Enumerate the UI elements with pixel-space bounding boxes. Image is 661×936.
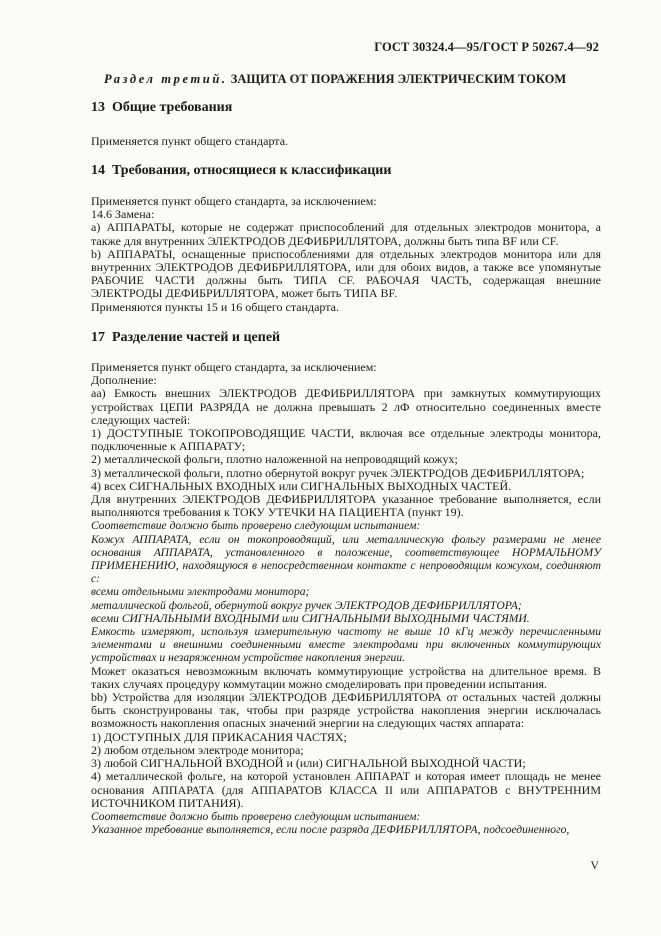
clause-title: Разделение частей и цепей [112, 330, 281, 345]
list-item: 4) металлической фольге, на которой установлен АППАРАТ и которая имеет площадь не менее основания АППАРАТА (для АППАРАТОВ КЛАССА II или АППАРАТОВ с ВНУТРЕННИМ ИСТОЧНИКОМ ПИТАНИЯ). [91, 769, 601, 810]
paragraph: a) АППАРАТЫ, которые не содержат приспособлений для отдельных электродов монитора, а также для внутренних ЭЛЕКТРОДОВ ДЕФИБРИЛЛЯТОРА, должны быть типа BF или CF. [91, 220, 601, 248]
clause-title: Требования, относящиеся к классификации [112, 163, 392, 178]
clause-17-heading [91, 330, 280, 346]
clause-14-body [91, 195, 601, 314]
paragraph: Для внутренних ЭЛЕКТРОДОВ ДЕФИБРИЛЛЯТОРА указанное требование выполняется, если выполняются требования к ТОКУ УТЕЧКИ НА ПАЦИЕНТА (пункт 19). [91, 492, 601, 520]
paragraph: Применяются пункты 15 и 16 общего стандарта. [91, 299, 339, 314]
test-instruction: Емкость измеряют, используя измерительную частоту не выше 10 кГц между перечисленными элементами и внешними соединенными вместе электродами при включенных коммутирующих устройствах и незаряженном устройстве накопления энергии. [91, 625, 601, 665]
paragraph: b) АППАРАТЫ, оснащенные приспособлениями для отдельных электродов монитора или для внутренних ЭЛЕКТРОДОВ ДЕФИБРИЛЛЯТОРА, или для обоих видов, а также все упомянутые РАБОЧИЕ ЧАСТИ должны быть ТИПА CF. РАБОЧАЯ ЧАСТЬ, содержащая внешние ЭЛЕКТРОДЫ ДЕФИБРИЛЛЯТОРА, может быть ТИПА BF. [91, 246, 601, 301]
document-header-code: ГОСТ 30324.4—95/ГОСТ Р 50267.4—92 [374, 40, 599, 54]
paragraph: Применяется пункт общего стандарта, за исключением: [91, 194, 377, 208]
list-item: 1) ДОСТУПНЫХ ДЛЯ ПРИКАСАНИЯ ЧАСТЯХ; [91, 729, 347, 744]
test-instruction: Указанное требование выполняется, если после разряда ДЕФИБРИЛЛЯТОРА, подсоединенного, [91, 823, 570, 837]
list-item: 3) металлической фольги, плотно обернутой вокруг ручек ЭЛЕКТРОДОВ ДЕФИБРИЛЛЯТОРА; [91, 465, 585, 480]
paragraph: bb) Устройства для изоляции ЭЛЕКТРОДОВ ДЕФИБРИЛЛЯТОРА от остальных частей должны быть сконструированы так, чтобы при разряде устройства накопления энергии исключалась возможность накопления опасных значений энергии на следующих частях аппарата: [91, 690, 601, 731]
test-instruction: Соответствие должно быть проверено следующим испытанием: [91, 809, 421, 823]
clause-14-heading [91, 163, 391, 179]
test-instruction: всеми СИГНАЛЬНЫМИ ВХОДНЫМИ или СИГНАЛЬНЫМИ ВЫХОДНЫМИ ЧАСТЯМИ. [91, 611, 530, 625]
clause-13-body [91, 135, 601, 148]
clause-number: 17 [91, 330, 105, 345]
paragraph: Дополнение: [91, 373, 157, 388]
list-item: 2) металлической фольги, плотно наложенной на непроводящий кожух; [91, 452, 458, 467]
clause-number: 14 [91, 163, 105, 178]
list-item: 2) любом отдельном электроде монитора; [91, 742, 304, 757]
clause-17-body [91, 361, 601, 836]
clause-number: 13 [91, 100, 105, 115]
paragraph: Может оказаться невозможным включать коммутирующие устройства на длительное время. В таких случаях процедуру коммутации можно смоделировать при проведении испытания. [91, 663, 601, 691]
paragraph: аа) Емкость внешних ЭЛЕКТРОДОВ ДЕФИБРИЛЛЯТОРА при замкнутых коммутирующих устройствах ЦЕПИ РАЗРЯДА не должна превышать 2 лФ относительно соединенных вместе следующих частей: [91, 386, 601, 427]
clause-title: Общие требования [112, 100, 233, 115]
clause-13-heading [91, 100, 232, 116]
list-item: 3) любой СИГНАЛЬНОЙ ВХОДНОЙ и (или) СИГНАЛЬНОЙ ВЫХОДНОЙ ЧАСТИ; [91, 756, 526, 771]
test-instruction: всеми отдельными электродами монитора; [91, 585, 310, 599]
section-title: ЗАЩИТА ОТ ПОРАЖЕНИЯ ЭЛЕКТРИЧЕСКИМ ТОКОМ [230, 72, 567, 86]
test-instruction: Кожух АППАРАТА, если он токопроводящий, или металлическую фольгу размерами не менее основания АППАРАТА, установленного в положение, соответствующее НОРМАЛЬНОМУ ПРИМЕНЕНИЮ, находящуюся в непосредственном контакте с непроводящим кожухом, соединяют с: [91, 532, 601, 586]
test-instruction: металлической фольгой, обернутой вокруг ручек ЭЛЕКТРОДОВ ДЕФИБРИЛЛЯТОРА; [91, 598, 522, 612]
paragraph: Применяется пункт общего стандарта, за исключением: [91, 360, 377, 374]
list-item: 4) всех СИГНАЛЬНЫХ ВХОДНЫХ или СИГНАЛЬНЫХ ВЫХОДНЫХ ЧАСТЕЙ. [91, 478, 512, 493]
test-instruction: Соответствие должно быть проверено следующим испытанием: [91, 519, 421, 533]
paragraph: Применяется пункт общего стандарта. [91, 134, 289, 148]
section-prefix: Раздел третий. [104, 72, 228, 86]
section-heading [104, 72, 601, 87]
paragraph: 14.6 Замена: [91, 207, 155, 222]
list-item: 1) ДОСТУПНЫЕ ТОКОПРОВОДЯЩИЕ ЧАСТИ, включая все отдельные электроды монитора, подключенные к АППАРАТУ; [91, 426, 601, 454]
page-number: V [590, 858, 599, 872]
